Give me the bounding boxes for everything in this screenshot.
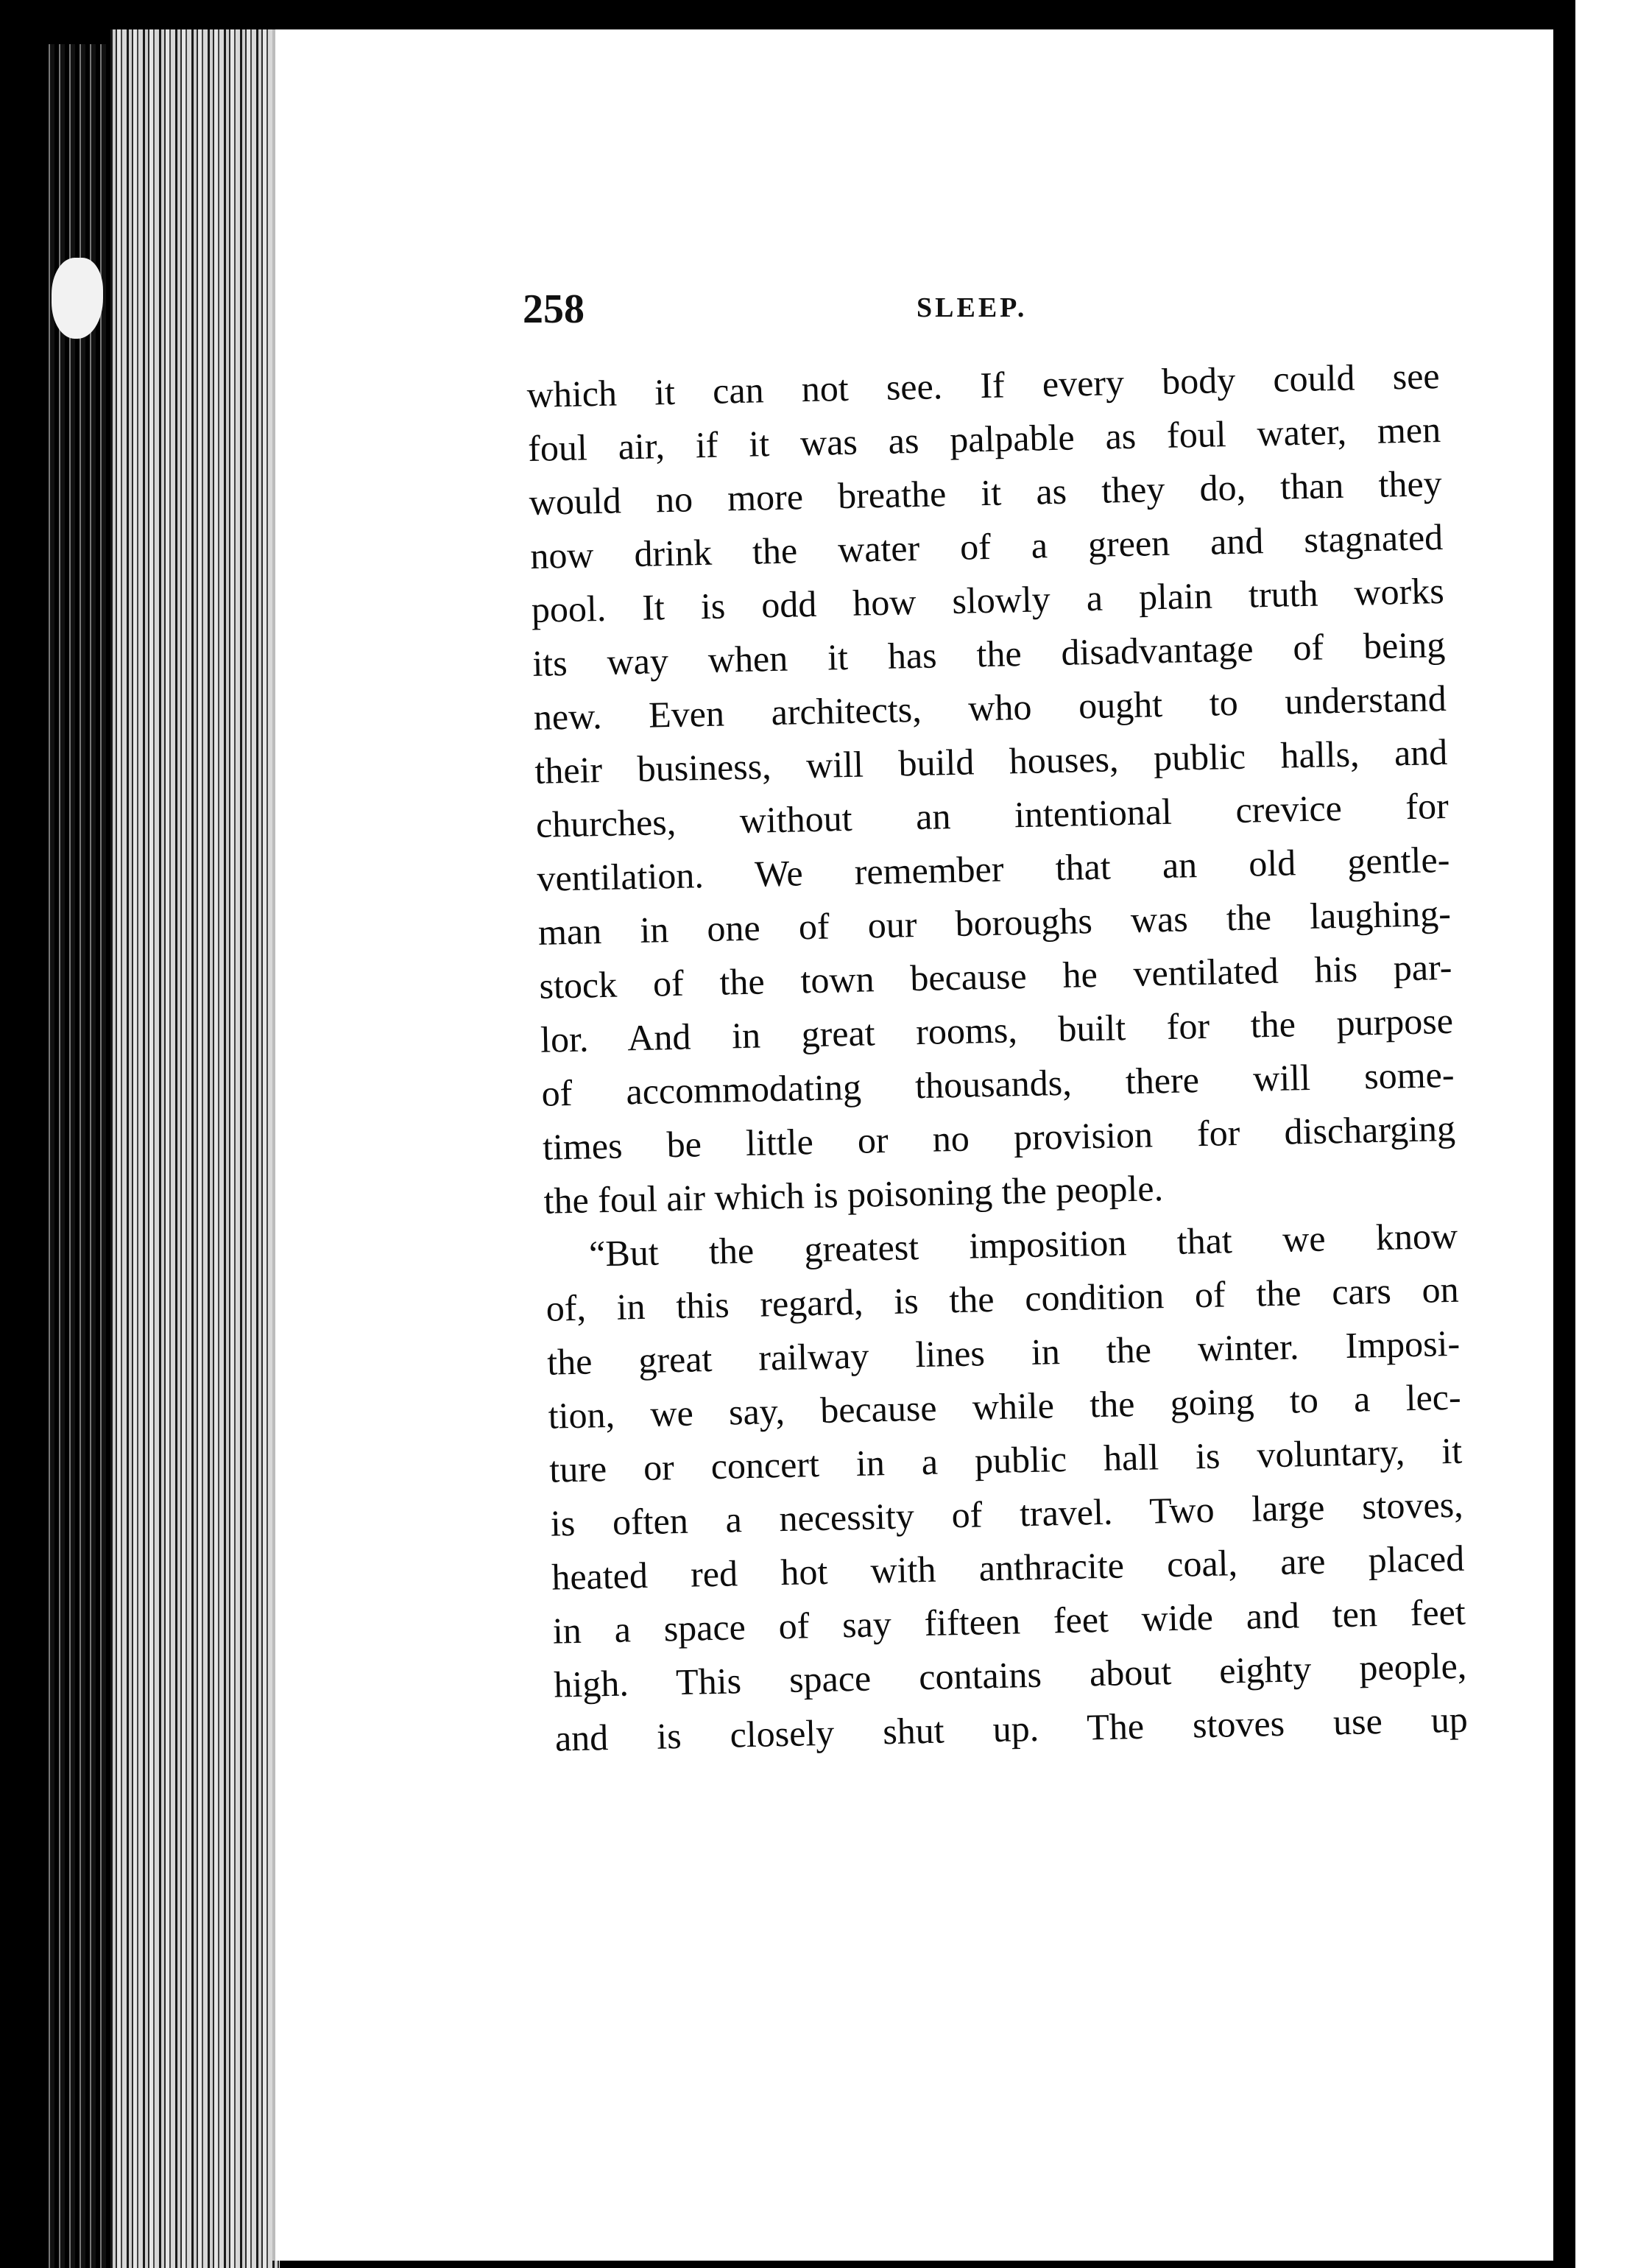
text-line: “But the greatest imposition that we know bbox=[588, 1214, 1458, 1275]
text-line: their business, will build houses, public halls, and bbox=[534, 730, 1448, 792]
facing-page-edge bbox=[1575, 0, 1649, 2268]
text-line: now drink the water of a green and stagnated bbox=[529, 515, 1444, 577]
text-line: of, in this regard, is the condition of the cars on bbox=[545, 1268, 1460, 1329]
page-number: 258 bbox=[523, 286, 585, 332]
page-edges bbox=[110, 29, 280, 2268]
text-line: which it can not see. If every body could see bbox=[526, 355, 1441, 415]
running-head bbox=[523, 286, 1465, 337]
gutter-shadow bbox=[1553, 0, 1575, 2268]
text-line: its way when it has the disadvantage of being bbox=[532, 623, 1446, 684]
section-title: SLEEP. bbox=[917, 292, 1028, 323]
text-line: is often a necessity of travel. Two large stoves, bbox=[550, 1483, 1464, 1544]
text-line: stock of the town because he ventilated his par- bbox=[538, 945, 1452, 1007]
text-line: lor. And in great rooms, built for the purpose bbox=[540, 999, 1454, 1060]
text-line: man in one of our boroughs was the laughing- bbox=[537, 892, 1452, 953]
text-line: the great railway lines in the winter. Imposi- bbox=[546, 1322, 1461, 1383]
text-line: pool. It is odd how slowly a plain truth works bbox=[531, 569, 1445, 630]
text-line: high. This space contains about eighty people, bbox=[553, 1644, 1467, 1705]
text-line: in a space of say fifteen feet wide and ten feet bbox=[552, 1591, 1466, 1652]
text-line: tion, we say, because while the going to a lec- bbox=[548, 1376, 1462, 1437]
text-line: times be little or no provision for discharging bbox=[542, 1107, 1456, 1168]
text-line: would no more breathe it as they do, than they bbox=[529, 462, 1443, 523]
page-edges-dark bbox=[44, 44, 118, 2268]
text-line: churches, without an intentional crevice for bbox=[535, 784, 1450, 845]
text-line: heated red hot with anthracite coal, are placed bbox=[551, 1537, 1465, 1598]
text-line: of accommodating thousands, there will some- bbox=[541, 1053, 1455, 1114]
text-line: foul air, if it was as palpable as foul water, men bbox=[527, 409, 1441, 469]
text-line: the foul air which is poisoning the people. bbox=[543, 1167, 1164, 1222]
text-line: ture or concert in a public hall is voluntary, it bbox=[548, 1429, 1463, 1490]
paper-blot bbox=[52, 258, 103, 339]
body-text bbox=[526, 349, 1468, 1766]
text-line: and is closely shut up. The stoves use up bbox=[554, 1698, 1469, 1759]
text-line: ventilation. We remember that an old gentle- bbox=[536, 838, 1450, 899]
text-line: new. Even architects, who ought to understand bbox=[533, 677, 1447, 738]
